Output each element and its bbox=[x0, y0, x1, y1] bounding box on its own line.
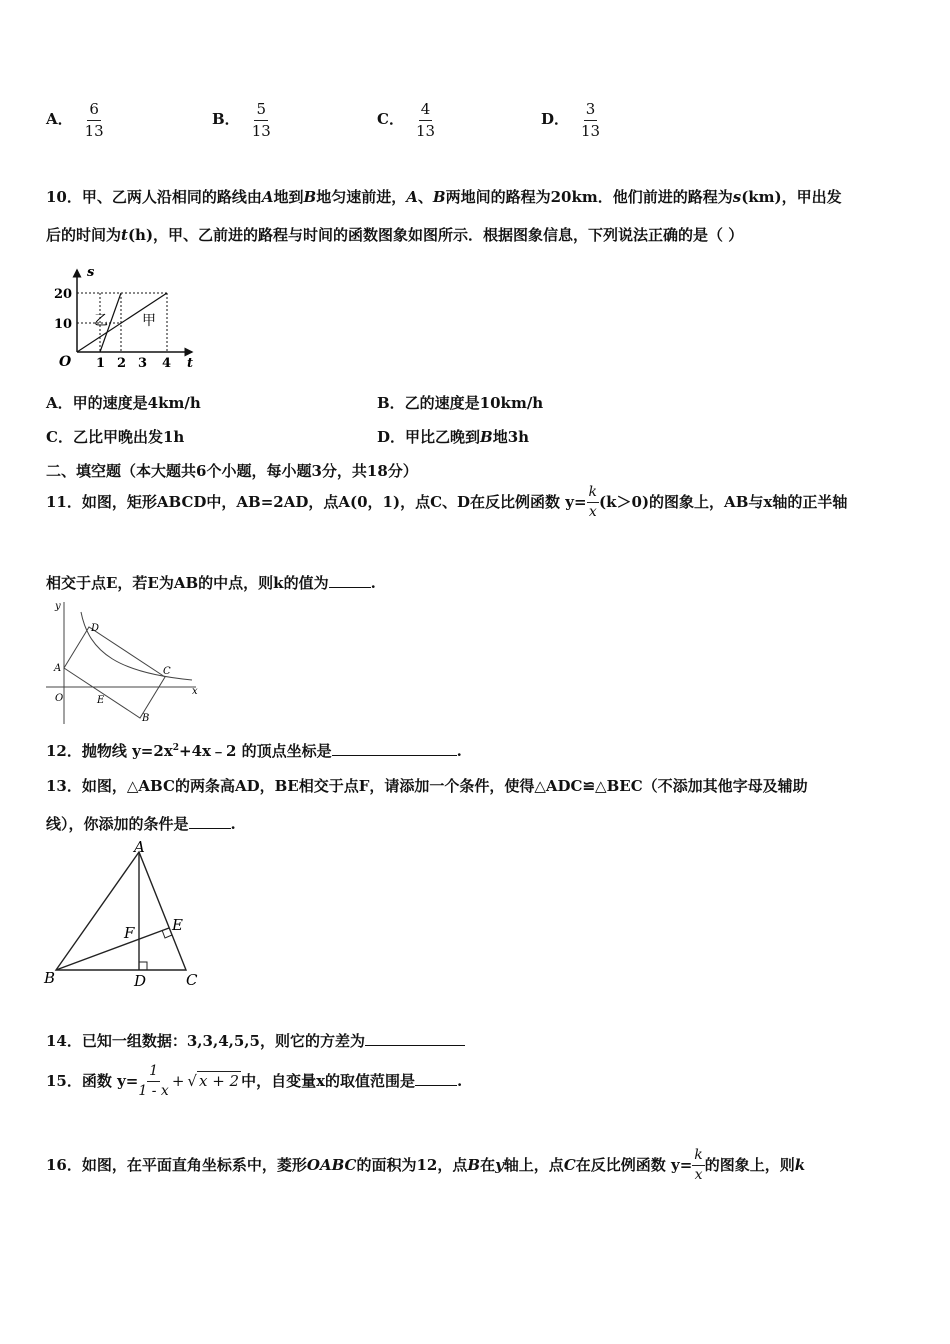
q10-graph bbox=[50, 264, 200, 372]
q14-answer-blank[interactable] bbox=[365, 1045, 465, 1046]
q12-line: 12．抛物线 $y=2x^2+4x﹣2$ 的顶点坐标是 . bbox=[46, 742, 462, 760]
q9-option-a: A． $\frac{6}{13}$ bbox=[46, 100, 104, 140]
q10-label-yi: 乙 bbox=[94, 313, 108, 329]
q13-label-b: B bbox=[44, 969, 56, 987]
q15-answer-blank[interactable] bbox=[415, 1085, 457, 1086]
q13-altitude-be bbox=[56, 928, 169, 970]
q11-point-c: C bbox=[163, 666, 171, 677]
q11-y-label: y bbox=[55, 601, 61, 612]
q10-line2: 后的时间为t(h)，甲、乙前进的路程与时间的函数图象如图所示．根据图象信息，下列说法正确的是（ ） bbox=[46, 226, 744, 244]
q11-answer-blank[interactable] bbox=[329, 587, 371, 588]
q10-option-d: D．甲比乙晚到B地3h bbox=[377, 428, 530, 446]
q9-option-c: C． $\frac{4}{13}$ bbox=[377, 100, 436, 140]
q10-line1: 10．甲、乙两人沿相同的路线由A地到B地匀速前进，A、B两地间的路程为20km．他们前进的路程为s(km)，甲出发 bbox=[46, 188, 842, 206]
q10-option-c: C．乙比甲晚出发1h bbox=[46, 428, 185, 446]
q10-label-jia: 甲 bbox=[142, 313, 156, 329]
q10-x-tick-3: 3 bbox=[138, 356, 148, 371]
q13-label-f: F bbox=[124, 924, 135, 942]
q10-x-tick-1: 1 bbox=[96, 356, 106, 371]
q13-line2: 线），你添加的条件是 . bbox=[46, 815, 236, 833]
section-2-heading: 二、填空题（本大题共6个小题，每小题3分，共18分） bbox=[46, 462, 418, 480]
q13-label-c: C bbox=[186, 971, 198, 989]
q13-figure bbox=[40, 838, 210, 994]
q13-triangle bbox=[56, 852, 186, 970]
q11-point-d: D bbox=[91, 623, 100, 634]
q10-option-b: B．乙的速度是10km/h bbox=[377, 394, 544, 412]
q13-answer-blank[interactable] bbox=[189, 828, 231, 829]
q11-x-label: x bbox=[192, 686, 198, 697]
q11-line2: 相交于点E，若E为AB的中点，则k的值为 . bbox=[46, 574, 376, 592]
q10-y-tick-10: 10 bbox=[54, 317, 73, 332]
q11-origin: O bbox=[55, 693, 64, 704]
q10-y-tick-20: 20 bbox=[54, 287, 73, 302]
q10-option-a: A．甲的速度是4km/h bbox=[46, 394, 201, 412]
q14-line: 14．已知一组数据：3,3,4,5,5，则它的方差为 bbox=[46, 1030, 465, 1051]
q13-label-d: D bbox=[134, 972, 147, 990]
q10-x-tick-4: 4 bbox=[162, 356, 172, 371]
q11-figure bbox=[44, 598, 204, 726]
q11-point-b: B bbox=[142, 713, 150, 724]
q11-rectangle bbox=[64, 627, 165, 718]
q12-answer-blank[interactable] bbox=[332, 755, 457, 756]
q10-y-label: s bbox=[87, 265, 95, 280]
q13-label-a: A bbox=[134, 838, 145, 856]
q13-line1: 13．如图，△ABC的两条高AD，BE相交于点F，请添加一个条件，使得△ADC≌△BEC（不添加其他字母及辅助 bbox=[46, 777, 808, 795]
q9-option-b: B． $\frac{5}{13}$ bbox=[212, 100, 271, 140]
q13-label-e: E bbox=[172, 916, 183, 934]
q9-option-d: D． $\frac{3}{13}$ bbox=[541, 100, 601, 140]
q16-line: 16．如图，在平面直角坐标系中，菱形OABC的面积为12，点B在y轴上，点C在反比例函数 y= $\frac{k}{x}$ 的图象上，则k bbox=[46, 1147, 806, 1184]
q10-origin: O bbox=[59, 354, 72, 370]
q11-point-e: E bbox=[97, 695, 105, 706]
q11-point-a: A bbox=[54, 663, 62, 674]
q10-x-tick-2: 2 bbox=[117, 356, 127, 371]
q13-right-angle-d bbox=[139, 962, 147, 970]
q10-x-label: t bbox=[187, 356, 194, 371]
q11-line1: 11．如图，矩形ABCD中，AB=2AD，点A(0，1)，点C、D在反比例函数 y= $\frac{k}{x}$ (k＞0)的图象上，AB与x轴的正半轴 bbox=[46, 484, 848, 521]
q15-line: 15．函数 y= $\frac{1}{1 - x}$ + √ x + 2 中，自变量x的取值范围是 . bbox=[46, 1063, 463, 1100]
